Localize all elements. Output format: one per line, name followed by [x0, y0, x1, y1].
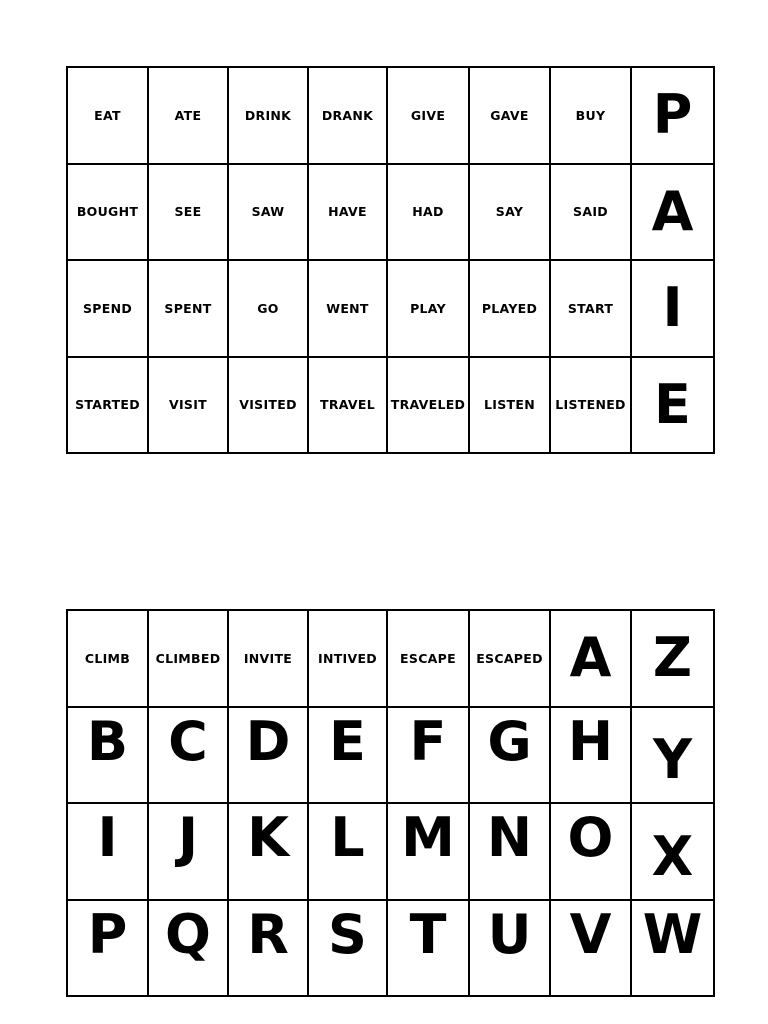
- word-cell: STARTED: [67, 357, 148, 454]
- letter-cell: D: [228, 707, 308, 804]
- word-cell: GIVE: [387, 67, 469, 164]
- word-cell: INTIVED: [308, 610, 387, 707]
- table-row: [67, 707, 714, 804]
- letter-cell: K: [228, 803, 308, 900]
- word-cell: DRANK: [308, 67, 387, 164]
- word-cell: TRAVEL: [308, 357, 387, 454]
- letter-cell: M: [387, 803, 469, 900]
- letter-cell: E: [308, 707, 387, 804]
- letter-cell: F: [387, 707, 469, 804]
- word-cell: BUY: [550, 67, 631, 164]
- table-row: [67, 67, 714, 164]
- word-cell: DRINK: [228, 67, 308, 164]
- word-cell: ESCAPE: [387, 610, 469, 707]
- letter-cell: Y: [631, 707, 714, 804]
- table-row: [67, 357, 714, 454]
- letter-cell: P: [67, 900, 148, 997]
- word-cell: INVITE: [228, 610, 308, 707]
- letter-cell: E: [631, 357, 714, 454]
- word-cell: HAD: [387, 164, 469, 261]
- word-cell: SAID: [550, 164, 631, 261]
- letter-cell: X: [631, 803, 714, 900]
- letter-cell: Q: [148, 900, 228, 997]
- letter-cell: V: [550, 900, 631, 997]
- word-cell: EAT: [67, 67, 148, 164]
- word-cell: SEE: [148, 164, 228, 261]
- letter-cell: A: [550, 610, 631, 707]
- word-cell: SAY: [469, 164, 550, 261]
- letter-cell: R: [228, 900, 308, 997]
- bottom-alphabet-grid: [66, 609, 715, 997]
- word-cell: VISITED: [228, 357, 308, 454]
- word-cell: LISTENED: [550, 357, 631, 454]
- word-cell: SPENT: [148, 260, 228, 357]
- letter-cell: H: [550, 707, 631, 804]
- word-cell: SAW: [228, 164, 308, 261]
- table-row: [67, 900, 714, 997]
- top-verb-grid: [66, 66, 715, 454]
- word-cell: HAVE: [308, 164, 387, 261]
- letter-cell: A: [631, 164, 714, 261]
- table-row: [67, 610, 714, 707]
- word-cell: LISTEN: [469, 357, 550, 454]
- word-cell: ESCAPED: [469, 610, 550, 707]
- word-cell: GO: [228, 260, 308, 357]
- word-cell: TRAVELED: [387, 357, 469, 454]
- letter-cell: B: [67, 707, 148, 804]
- letter-cell: C: [148, 707, 228, 804]
- letter-cell: S: [308, 900, 387, 997]
- word-cell: CLIMBED: [148, 610, 228, 707]
- letter-cell: G: [469, 707, 550, 804]
- letter-cell: N: [469, 803, 550, 900]
- letter-cell: T: [387, 900, 469, 997]
- letter-cell: L: [308, 803, 387, 900]
- word-cell: GAVE: [469, 67, 550, 164]
- word-cell: VISIT: [148, 357, 228, 454]
- table-row: [67, 803, 714, 900]
- letter-cell: O: [550, 803, 631, 900]
- word-cell: BOUGHT: [67, 164, 148, 261]
- letter-cell: P: [631, 67, 714, 164]
- word-cell: SPEND: [67, 260, 148, 357]
- letter-cell: W: [631, 900, 714, 997]
- word-cell: START: [550, 260, 631, 357]
- letter-cell: J: [148, 803, 228, 900]
- word-cell: ATE: [148, 67, 228, 164]
- word-cell: WENT: [308, 260, 387, 357]
- word-cell: PLAYED: [469, 260, 550, 357]
- letter-cell: U: [469, 900, 550, 997]
- table-row: [67, 260, 714, 357]
- word-cell: CLIMB: [67, 610, 148, 707]
- letter-cell: I: [631, 260, 714, 357]
- letter-cell: Z: [631, 610, 714, 707]
- word-cell: PLAY: [387, 260, 469, 357]
- letter-cell: I: [67, 803, 148, 900]
- table-row: [67, 164, 714, 261]
